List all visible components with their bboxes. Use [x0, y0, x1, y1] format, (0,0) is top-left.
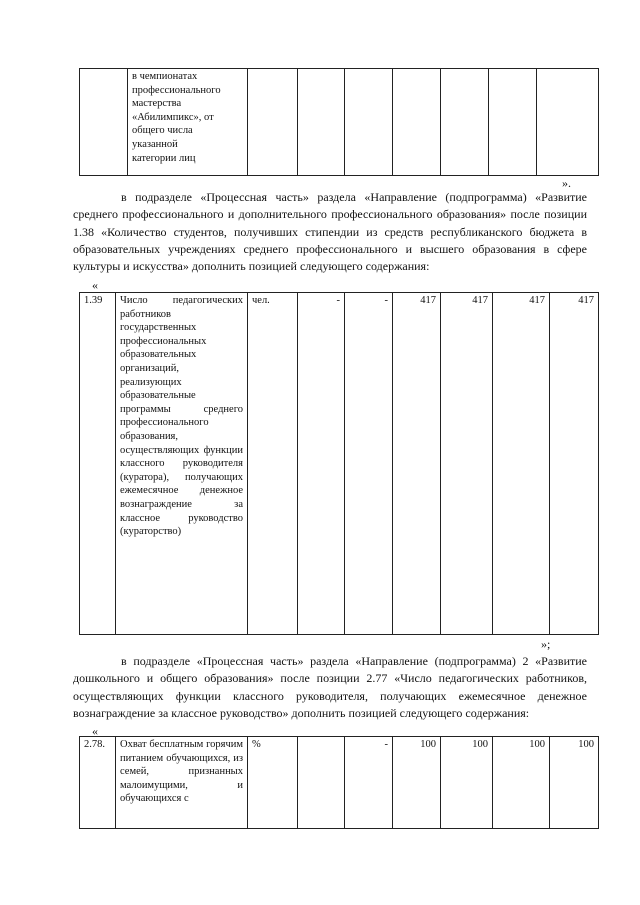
cell-value — [393, 69, 441, 176]
opening-quote: « — [92, 278, 98, 292]
cell-value: 417 — [493, 293, 550, 635]
table-fragment-top — [79, 68, 599, 176]
cell-value — [298, 737, 345, 829]
cell-value — [489, 69, 537, 176]
table-position-2-78 — [79, 736, 599, 829]
cell-value: 100 — [441, 737, 493, 829]
closing-quote-semicolon: »; — [541, 637, 551, 651]
cell-number — [80, 69, 128, 176]
table-row — [80, 737, 599, 829]
cell-value — [345, 69, 393, 176]
cell-indicator-name: Число педагогических работников государственных профессиональных образовательных организаций, реализующих образовательные программы среднего профессионального образования, осуществляющих функции классного руководителя (куратора), получающих ежемесячное денежное вознаграждение за классное руководство (кураторство) — [116, 293, 248, 635]
cell-value: 417 — [550, 293, 599, 635]
cell-unit — [248, 69, 298, 176]
cell-value: 417 — [393, 293, 441, 635]
cell-number: 2.78. — [80, 737, 116, 829]
cell-value — [441, 69, 489, 176]
table-position-1-39 — [79, 292, 599, 635]
cell-value: 100 — [493, 737, 550, 829]
cell-value: - — [345, 293, 393, 635]
closing-quote: ». — [562, 176, 571, 190]
cell-value: 417 — [441, 293, 493, 635]
cell-unit: % — [248, 737, 298, 829]
cell-indicator-name: в чемпионатах профессионального мастерства «Абилимпикс», от общего числа указанной категории лиц — [128, 69, 248, 176]
paragraph-amendment-2: в подразделе «Процессная часть» раздела «Направление (подпрограмма) 2 «Развитие дошкольного и общего образования» после позиции 2.77 «Число педагогических работников, осуществляющих функции классного руководителя, получающих ежемесячное денежное вознаграждение за классное руководство» дополнить позицией следующего содержания: — [73, 654, 587, 720]
cell-number: 1.39 — [80, 293, 116, 635]
cell-indicator-name: Охват бесплатным горячим питанием обучающихся, из семей, признанных малоимущими, и обучающихся с — [116, 737, 248, 829]
opening-quote: « — [92, 724, 98, 738]
cell-value: - — [298, 293, 345, 635]
cell-value — [537, 69, 599, 176]
cell-value: 100 — [550, 737, 599, 829]
cell-value: - — [345, 737, 393, 829]
cell-value: 100 — [393, 737, 441, 829]
table-row — [80, 293, 599, 635]
table-row — [80, 69, 599, 176]
paragraph-amendment-1: в подразделе «Процессная часть» раздела «Направление (подпрограмма) «Развитие среднего профессионального и дополнительного профессионального образования» после позиции 1.38 «Количество студентов, получивших стипендии из средств республиканского бюджета в образовательных учреждениях среднего профессионального и высшего образования в сфере культуры и искусства» дополнить позицией следующего содержания: — [73, 190, 587, 274]
cell-value — [298, 69, 345, 176]
cell-unit: чел. — [248, 293, 298, 635]
